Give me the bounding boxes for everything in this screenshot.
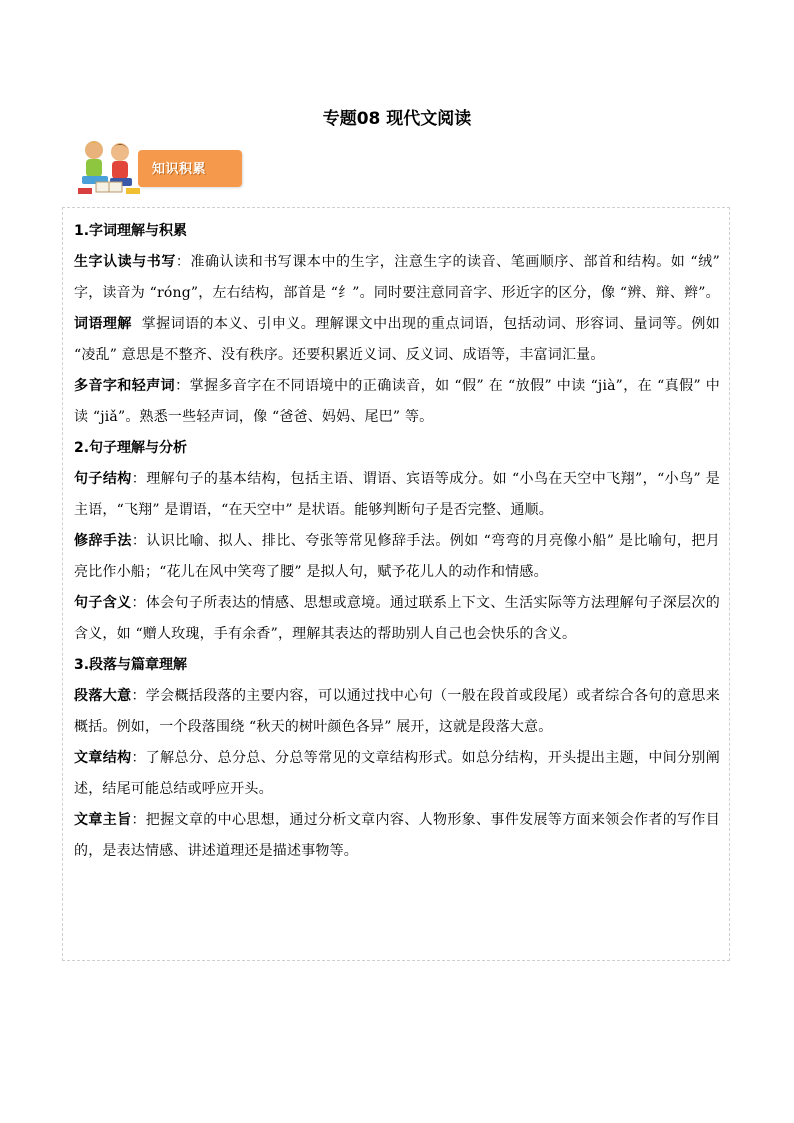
children-reading-icon	[74, 138, 144, 198]
paragraph-term: 句子结构	[74, 471, 132, 487]
paragraph-term: 文章结构	[74, 750, 132, 766]
term-separator: ：	[131, 595, 146, 611]
knowledge-paragraph	[74, 309, 720, 371]
term-separator: ：	[175, 378, 190, 394]
paragraph-text: 了解总分、总分总、分总等常见的文章结构形式。如总分结构，开头提出主题，中间分别阐述，结尾可能总结或呼应开头。	[74, 750, 720, 797]
section-heading: 3.段落与篇章理解	[74, 657, 188, 673]
term-separator: ：	[131, 812, 146, 828]
section-heading: 2.句子理解与分析	[74, 440, 188, 456]
term-separator: ：	[131, 533, 147, 549]
paragraph-term: 多音字和轻声词	[74, 378, 176, 394]
knowledge-paragraph	[74, 588, 720, 650]
paragraph-text: 体会句子所表达的情感、思想或意境。通过联系上下文、生活实际等方法理解句子深层次的含义，如 “赠人玫瑰，手有余香”，理解其表达的帮助别人自己也会快乐的含义。	[74, 595, 720, 642]
paragraph-text: 掌握词语的本义、引申义。理解课文中出现的重点词语，包括动词、形容词、量词等。例如 “凌乱” 意思是不整齐、没有秩序。还要积累近义词、反义词、成语等，丰富词汇量。	[74, 316, 720, 363]
paragraph-text: 认识比喻、拟人、排比、夸张等常见修辞手法。例如 “弯弯的月亮像小船” 是比喻句，把月亮比作小船；“花儿在风中笑弯了腰” 是拟人句，赋予花儿人的动作和情感。	[74, 533, 720, 580]
knowledge-paragraph	[74, 681, 720, 743]
banner-box	[138, 150, 242, 187]
term-separator: ：	[131, 688, 146, 704]
knowledge-paragraph	[74, 526, 720, 588]
knowledge-paragraph	[74, 247, 720, 309]
paragraph-text: 准确认读和书写课本中的生字，注意生字的读音、笔画顺序、部首和结构。如 “绒” 字，读音为 “róng”，左右结构，部首是 “纟”。同时要注意同音字、形近字的区分，像 “辨、辩、辫”。	[74, 254, 720, 301]
term-separator: ：	[175, 254, 191, 270]
paragraph-term: 修辞手法	[74, 533, 132, 549]
knowledge-paragraph	[74, 743, 720, 805]
banner-label: 知识积累	[152, 162, 207, 177]
paragraph-text: 把握文章的中心思想，通过分析文章内容、人物形象、事件发展等方面来领会作者的写作目的，是表达情感、讲述道理还是描述事物等。	[74, 812, 720, 859]
knowledge-paragraph	[74, 371, 720, 433]
paragraph-term: 词语理解	[74, 316, 132, 332]
section-heading: 1.字词理解与积累	[74, 223, 188, 239]
knowledge-paragraph	[74, 464, 720, 526]
knowledge-paragraph	[74, 805, 720, 867]
paragraph-text: 理解句子的基本结构，包括主语、谓语、宾语等成分。如 “小鸟在天空中飞翔”，“小鸟” 是主语，“飞翔” 是谓语，“在天空中” 是状语。能够判断句子是否完整、通顺。	[74, 471, 720, 518]
term-separator: ：	[131, 750, 146, 766]
paragraph-term: 生字认读与书写	[74, 254, 176, 270]
paragraph-term: 文章主旨	[74, 812, 132, 828]
content-body	[74, 216, 720, 867]
content-box	[62, 207, 730, 961]
paragraph-term: 句子含义	[74, 595, 132, 611]
paragraph-text: 掌握多音字在不同语境中的正确读音，如 “假” 在 “放假” 中读 “jià”，在 “真假” 中读 “jiǎ”。熟悉一些轻声词，像 “爸爸、妈妈、尾巴” 等。	[74, 378, 720, 425]
term-separator: ：	[131, 471, 147, 487]
section-banner	[74, 138, 254, 198]
paragraph-term: 段落大意	[74, 688, 132, 704]
paragraph-text: 学会概括段落的主要内容，可以通过找中心句（一般在段首或段尾）或者综合各句的意思来概括。例如，一个段落围绕 “秋天的树叶颜色各异” 展开，这就是段落大意。	[74, 688, 720, 735]
page-title: 专题08 现代文阅读	[322, 109, 472, 129]
term-separator	[132, 316, 142, 332]
